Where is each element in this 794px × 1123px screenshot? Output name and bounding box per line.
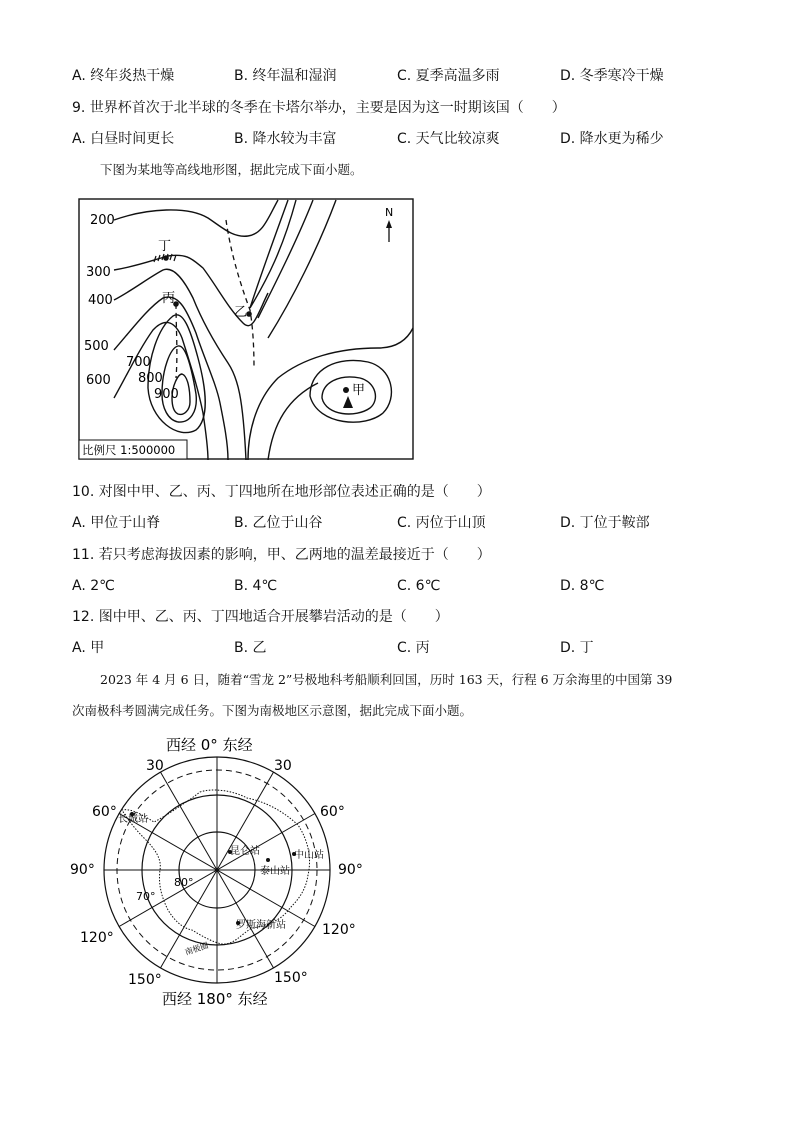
map-scale: 比例尺 1:500000 (82, 443, 176, 457)
q12-option-d: D. 丁 (560, 640, 594, 656)
contour-label-800: 800 (138, 371, 163, 386)
q11-option-b: B. 4℃ (234, 578, 278, 594)
lon-label-w150: 150° (128, 972, 162, 988)
q9-stem: 9. 世界杯首次于北半球的冬季在卡塔尔举办，主要是因为这一时期该国（ ） (72, 100, 566, 116)
north-label: N (385, 206, 394, 219)
q8-option-d: D. 冬季寒冷干燥 (560, 68, 664, 84)
lon-label-w90: 90° (70, 862, 95, 878)
q8-option-b: B. 终年温和湿润 (234, 68, 337, 84)
q10-option-a: A. 甲位于山脊 (72, 515, 161, 531)
q12-option-c: C. 丙 (397, 640, 430, 656)
q10-option-d: D. 丁位于鞍部 (560, 515, 650, 531)
antarctic-map (62, 730, 372, 1010)
q9-option-c: C. 天气比较凉爽 (397, 131, 500, 147)
q12-stem: 12. 图中甲、乙、丙、丁四地适合开展攀岩活动的是（ ） (72, 609, 449, 625)
station-taishan: 泰山站 (260, 866, 290, 877)
contour-label-200: 200 (90, 213, 115, 228)
q9-option-b: B. 降水较为丰富 (234, 131, 337, 147)
station-luosihai: 罗斯海新站 (236, 920, 286, 931)
place-ding: 丁 (158, 239, 172, 254)
station-kunlun: 昆仑站 (230, 846, 260, 857)
contour-map (78, 198, 414, 460)
antarctic-intro-line1: 2023 年 4 月 6 日，随着“雪龙 2”号极地科考船顺利回国，历时 163 天，行程 6 万余海里的中国第 39 (100, 672, 673, 687)
q12-option-a: A. 甲 (72, 640, 105, 656)
place-bing: 丙 (162, 291, 176, 306)
contour-label-900: 900 (154, 387, 179, 402)
q9-option-a: A. 白昼时间更长 (72, 131, 175, 147)
station-zhongshan: 中山站 (294, 850, 324, 861)
station-changcheng: 长城站 (118, 814, 148, 825)
q11-option-c: C. 6℃ (397, 578, 441, 594)
q9-option-d: D. 降水更为稀少 (560, 131, 664, 147)
q11-option-d: D. 8℃ (560, 578, 605, 594)
contour-label-700: 700 (126, 355, 151, 370)
polar-top-label: 西经 0° 东经 (166, 736, 253, 754)
lon-label-w30: 30 (146, 758, 164, 774)
lon-label-e30: 30 (274, 758, 292, 774)
place-jia: 甲 (352, 383, 366, 398)
antarctic-circle-label: 南极圈 (183, 940, 210, 957)
lon-label-w60: 60° (92, 804, 117, 820)
polar-bottom-label: 西经 180° 东经 (162, 990, 268, 1008)
contour-label-400: 400 (88, 293, 113, 308)
q10-stem: 10. 对图中甲、乙、丙、丁四地所在地形部位表述正确的是（ ） (72, 484, 491, 500)
contour-intro: 下图为某地等高线地形图，据此完成下面小题。 (100, 162, 363, 177)
q8-option-a: A. 终年炎热干燥 (72, 68, 175, 84)
lon-label-e90: 90° (338, 862, 363, 878)
lat-label-70: 70° (136, 890, 156, 903)
place-yi: 乙 (234, 305, 248, 320)
q10-option-c: C. 丙位于山顶 (397, 515, 486, 531)
q8-option-c: C. 夏季高温多雨 (397, 68, 500, 84)
lat-label-80: 80° (174, 876, 194, 889)
contour-label-500: 500 (84, 339, 109, 354)
contour-label-600: 600 (86, 373, 111, 388)
contour-label-300: 300 (86, 265, 111, 280)
q10-option-b: B. 乙位于山谷 (234, 515, 323, 531)
lon-label-e150: 150° (274, 970, 308, 986)
q12-option-b: B. 乙 (234, 640, 267, 656)
q11-stem: 11. 若只考虑海拔因素的影响，甲、乙两地的温差最接近于（ ） (72, 547, 491, 563)
lon-label-w120: 120° (80, 930, 114, 946)
lon-label-e120: 120° (322, 922, 356, 938)
q11-option-a: A. 2℃ (72, 578, 115, 594)
antarctic-intro-line2: 次南极科考圆满完成任务。下图为南极地区示意图，据此完成下面小题。 (72, 703, 473, 718)
lon-label-e60: 60° (320, 804, 345, 820)
